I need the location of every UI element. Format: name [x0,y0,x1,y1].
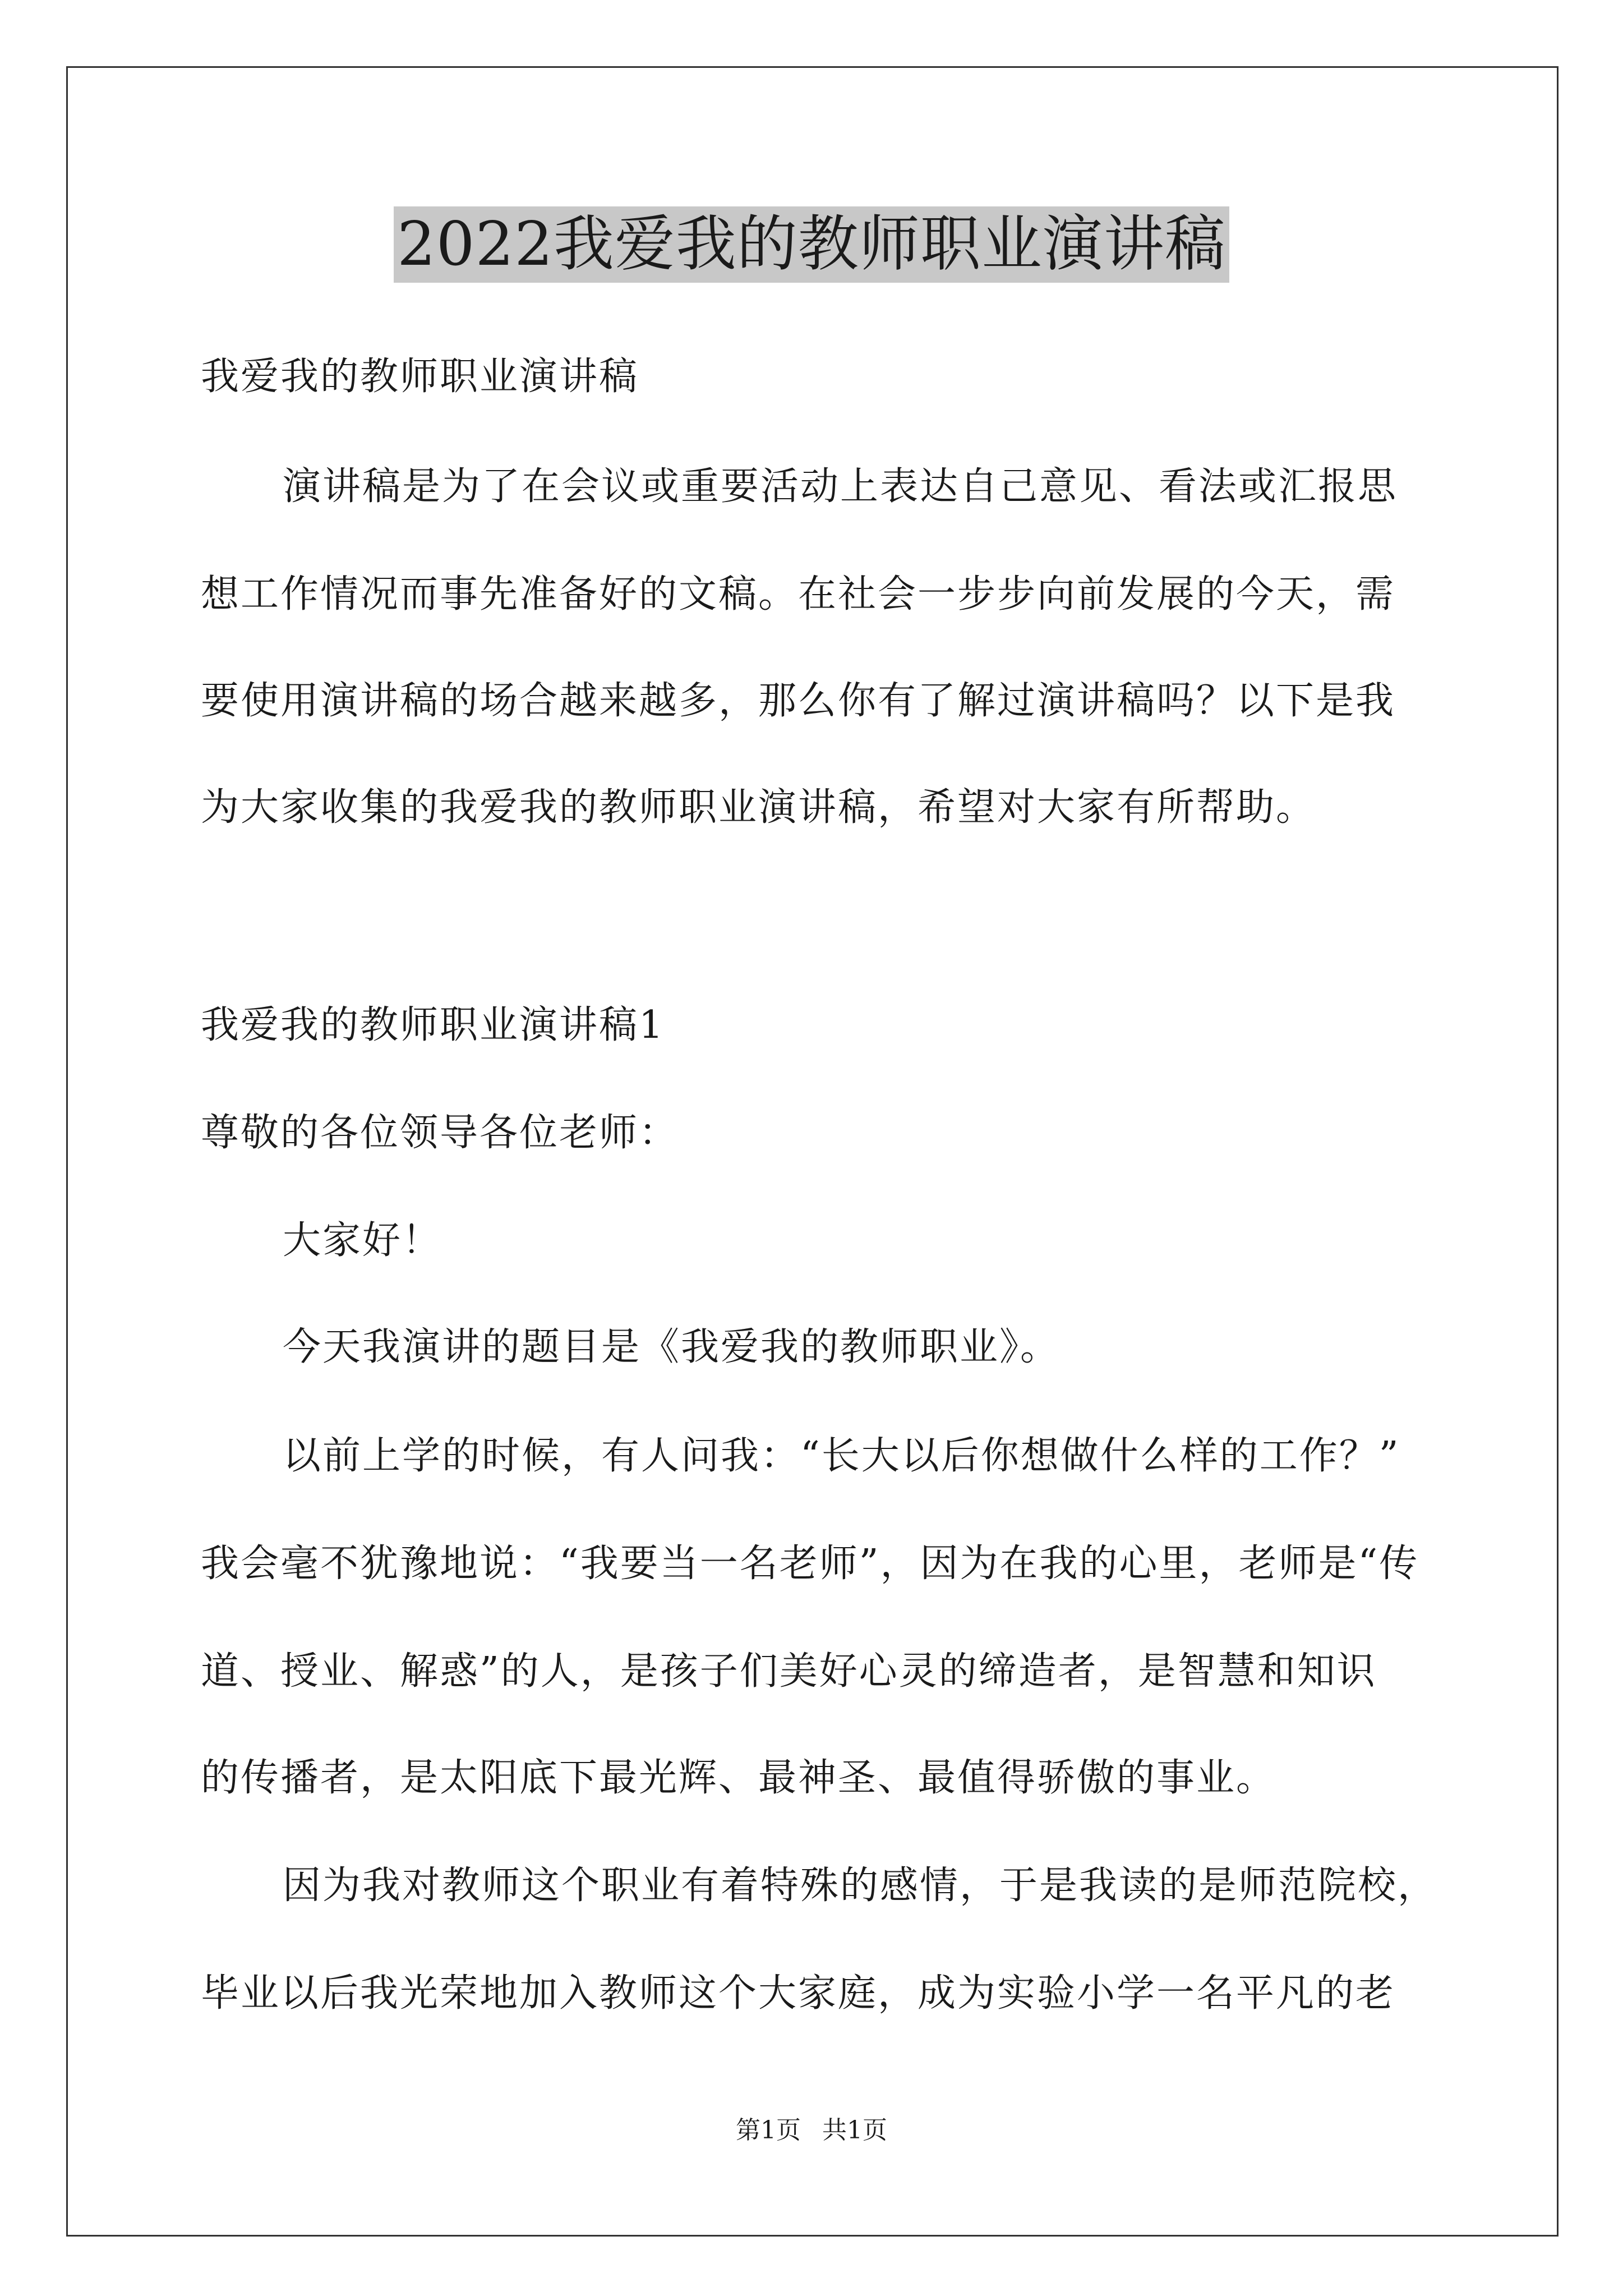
salutation: 尊敬的各位领导各位老师： [201,1111,679,1155]
paragraph-line: 要使用演讲稿的场合越来越多，那么你有了解过演讲稿吗？以下是我 [201,679,1396,723]
paragraph-line: 毕业以后我光荣地加入教师这个大家庭，成为实验小学一名平凡的老 [201,1971,1396,2016]
paragraph-line: 想工作情况而事先准备好的文稿。在社会一步步向前发展的今天，需 [201,572,1396,616]
subtitle: 我爱我的教师职业演讲稿 [201,355,639,399]
paragraph-line: 因为我对教师这个职业有着特殊的感情，于是我读的是师范院校， [283,1864,1438,1908]
page-number: 第1页 [736,2116,801,2145]
paragraph-line: 以前上学的时候，有人问我：“长大以后你想做什么样的工作？” [283,1434,1400,1478]
paragraph-line: 为大家收集的我爱我的教师职业演讲稿，希望对大家有所帮助。 [201,785,1316,830]
paragraph-line: 的传播者，是太阳底下最光辉、最神圣、最值得骄傲的事业。 [201,1756,1276,1800]
paragraph-line: 我会毫不犹豫地说：“我要当一名老师”，因为在我的心里，老师是“传 [201,1542,1419,1586]
paragraph-line: 今天我演讲的题目是《我爱我的教师职业》。 [283,1325,1061,1369]
page-total: 共1页 [822,2116,887,2145]
page-footer [0,2115,1623,2146]
title-container [0,206,1623,283]
document-title: 2022我爱我的教师职业演讲稿 [394,206,1229,283]
paragraph-line: 道、授业、解惑”的人，是孩子们美好心灵的缔造者，是智慧和知识 [201,1649,1377,1694]
section-heading: 我爱我的教师职业演讲稿1 [201,1003,665,1047]
paragraph-line: 演讲稿是为了在会议或重要活动上表达自己意见、看法或汇报思 [283,464,1398,509]
greeting: 大家好！ [283,1218,442,1263]
